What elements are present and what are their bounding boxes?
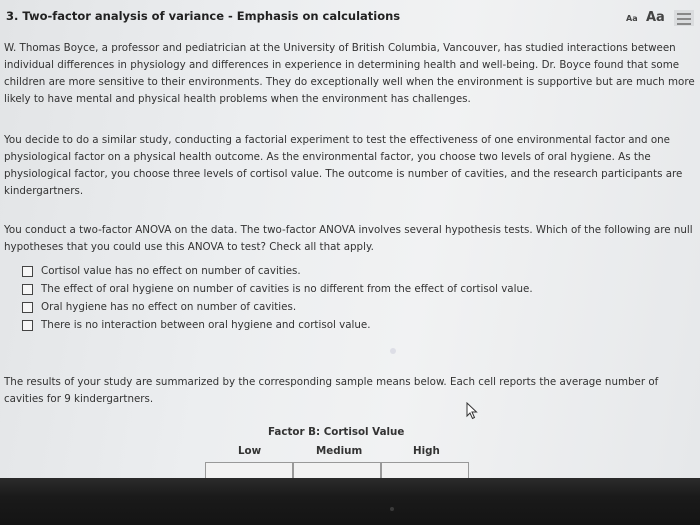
table-cell bbox=[293, 462, 381, 478]
option-4-label: There is no interaction between oral hygiene and cortisol value. bbox=[41, 319, 371, 331]
question-paragraph: You conduct a two-factor ANOVA on the data. The two-factor ANOVA involves several hypothesis tests. Which of the following are null hypotheses that you could use this ANOVA to test? Check all that apply. bbox=[4, 224, 693, 253]
checkbox-3[interactable] bbox=[22, 302, 33, 313]
list-menu-icon[interactable] bbox=[674, 10, 694, 26]
means-table bbox=[205, 462, 469, 478]
column-header-low: Low bbox=[238, 445, 262, 457]
study-paragraph: You decide to do a similar study, conducting a factorial experiment to test the effectiveness of one environmental factor and one physiological factor on a physical health outcome. As the environmental factor, you choose two levels of oral hygiene. As the physiological factor, you choose three levels of cortisol value. The outcome is number of cavities, and the research participants are kindergartners. bbox=[4, 134, 683, 197]
table-cell bbox=[205, 462, 293, 478]
option-2-label: The effect of oral hygiene on number of cavities is no different from the effect of cortisol value. bbox=[41, 283, 533, 295]
option-3-label: Oral hygiene has no effect on number of cavities. bbox=[41, 301, 297, 313]
mouse-pointer-icon bbox=[466, 402, 478, 420]
question-title: 3. Two-factor analysis of variance - Emphasis on calculations bbox=[6, 9, 401, 23]
checkbox-1[interactable] bbox=[22, 266, 33, 277]
option-3[interactable] bbox=[22, 298, 533, 316]
option-4[interactable] bbox=[22, 316, 533, 334]
checkbox-2[interactable] bbox=[22, 284, 33, 295]
answer-options bbox=[22, 262, 533, 334]
table-cell bbox=[381, 462, 469, 478]
bezel-dot bbox=[390, 507, 394, 511]
column-header-high: High bbox=[413, 445, 440, 457]
increase-font-button[interactable]: Aa bbox=[646, 10, 665, 25]
option-1-label: Cortisol value has no effect on number of cavities. bbox=[41, 265, 301, 277]
option-2[interactable] bbox=[22, 280, 533, 298]
monitor-bezel bbox=[0, 478, 700, 525]
intro-paragraph: W. Thomas Boyce, a professor and pediatrician at the University of British Columbia, Vancouver, has studied interactions between individual differences in physiology and differences in experience in determining health and well-being. Dr. Boyce found that some children are more sensitive to their environments. They do exceptionally well when the environment is supportive but are much more likely to have mental and physical health problems when the environment has challenges. bbox=[4, 42, 695, 105]
decrease-font-button[interactable]: Aa bbox=[626, 14, 638, 23]
results-paragraph: The results of your study are summarized by the corresponding sample means below. Each cell reports the average number of cavities for 9 kindergartners. bbox=[4, 376, 659, 405]
screen-glare-icon bbox=[386, 346, 400, 356]
factor-b-title: Factor B: Cortisol Value bbox=[268, 426, 405, 438]
checkbox-4[interactable] bbox=[22, 320, 33, 331]
column-header-medium: Medium bbox=[316, 445, 363, 457]
option-1[interactable] bbox=[22, 262, 533, 280]
